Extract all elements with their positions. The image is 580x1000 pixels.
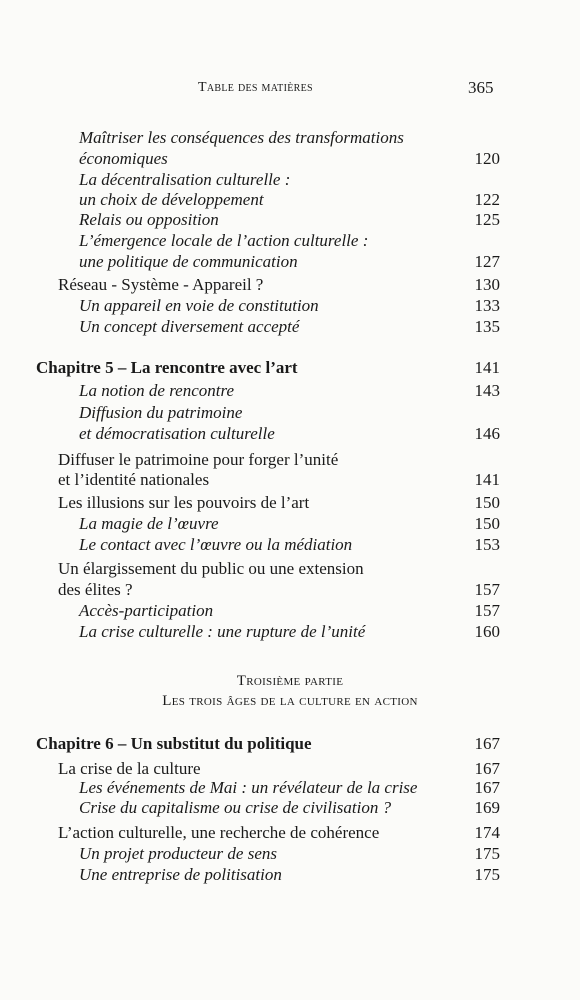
running-head <box>0 80 580 102</box>
toc-entry-title: Les événements de Mai : un révélateur de la crise <box>79 778 418 797</box>
toc-entry-page: 157 <box>474 580 500 599</box>
toc-entry-page: 141 <box>474 358 500 377</box>
toc-entry-page: 133 <box>474 296 500 315</box>
toc-entry-title: Accès-participation <box>79 601 214 620</box>
toc-entry-title: La crise de la culture <box>58 759 201 778</box>
chapter-title: Chapitre 6 – Un substitut du politique <box>36 734 312 753</box>
toc-entry-title: Une entreprise de politisation <box>79 865 282 884</box>
toc-entry <box>0 822 580 844</box>
toc-entry-page: 153 <box>474 535 500 554</box>
toc-entry <box>0 797 580 819</box>
toc-entry-page: 141 <box>474 470 500 489</box>
toc-entry <box>0 513 580 535</box>
toc-entry-page: 167 <box>474 778 500 797</box>
toc-entry-page: 150 <box>474 493 500 512</box>
toc-entry <box>0 621 580 643</box>
toc-entry-title: une politique de communication <box>79 252 298 271</box>
chapter-title: Chapitre 5 – La rencontre avec l’art <box>36 358 298 377</box>
toc-entry <box>0 189 580 211</box>
toc-entry-page: 120 <box>474 149 500 168</box>
toc-entry-title: La notion de rencontre <box>79 381 235 400</box>
toc-entry-page: 169 <box>474 798 500 817</box>
toc-entry <box>0 449 580 471</box>
toc-entry-page: 150 <box>474 514 500 533</box>
toc-entry-page: 167 <box>474 734 500 753</box>
toc-entry-title: Relais ou opposition <box>79 210 219 229</box>
toc-entry-title: La décentralisation culturelle : <box>79 170 291 189</box>
toc-entry-title: et démocratisation culturelle <box>79 424 275 443</box>
toc-entry <box>0 148 580 170</box>
toc-entry-page: 130 <box>474 275 500 294</box>
toc-entry-page: 143 <box>474 381 500 400</box>
toc-entry-title: Crise du capitalisme ou crise de civilisation ? <box>79 798 392 817</box>
toc-entry <box>0 558 580 580</box>
toc-entry-page: 127 <box>474 252 500 271</box>
part-title: Les trois âges de la culture en action <box>162 693 418 709</box>
toc-entry-page: 160 <box>474 622 500 641</box>
toc-entry-page: 175 <box>474 844 500 863</box>
toc-entry-page: 157 <box>474 601 500 620</box>
part-label: Troisième partie <box>236 673 344 689</box>
toc-entry-title: et l’identité nationales <box>58 470 210 489</box>
toc-entry-title: Diffuser le patrimoine pour forger l’unité <box>58 450 339 469</box>
toc-entry <box>0 579 580 601</box>
toc-entry-title: un choix de développement <box>79 190 264 209</box>
toc-entry-title: économiques <box>79 149 168 168</box>
toc-entry <box>0 600 580 622</box>
toc-entry <box>0 777 580 799</box>
toc-entry <box>0 534 580 556</box>
toc-entry-title: Les illusions sur les pouvoirs de l’art <box>58 493 310 512</box>
page-number: 365 <box>468 78 494 97</box>
toc-entry-title: Le contact avec l’œuvre ou la médiation <box>79 535 353 554</box>
toc-entry-title: Un élargissement du public ou une extension <box>58 559 364 578</box>
chapter-heading <box>0 733 580 755</box>
toc-entry-title: L’émergence locale de l’action culturelle : <box>79 231 369 250</box>
toc-entry-title: Maîtriser les conséquences des transformations <box>79 128 404 147</box>
toc-entry-page: 125 <box>474 210 500 229</box>
toc-entry-title: Réseau - Système - Appareil ? <box>58 275 264 294</box>
toc-entry-title: La magie de l’œuvre <box>79 514 219 533</box>
toc-entry <box>0 402 580 424</box>
toc-entry <box>0 209 580 231</box>
toc-entry <box>0 492 580 514</box>
toc-entry <box>0 380 580 402</box>
toc-entry-page: 174 <box>474 823 500 842</box>
toc-entry-title: Un concept diversement accepté <box>79 317 300 336</box>
toc-entry-page: 122 <box>474 190 500 209</box>
toc-entry-title: Diffusion du patrimoine <box>79 403 243 422</box>
toc-entry-title: L’action culturelle, une recherche de cohérence <box>58 823 380 842</box>
running-head-title: Table des matières <box>198 80 313 95</box>
toc-entry-title: Un appareil en voie de constitution <box>79 296 319 315</box>
chapter-heading <box>0 357 580 379</box>
toc-entry <box>0 843 580 865</box>
toc-entry <box>0 864 580 886</box>
toc-entry <box>0 127 580 149</box>
toc-entry <box>0 169 580 191</box>
toc-entry-title: La crise culturelle : une rupture de l’unité <box>79 622 366 641</box>
toc-entry <box>0 274 580 296</box>
toc-entry <box>0 469 580 491</box>
toc-entry-page: 146 <box>474 424 500 443</box>
toc-entry-title: Un projet producteur de sens <box>79 844 277 863</box>
toc-entry-page: 175 <box>474 865 500 884</box>
toc-entry-title: des élites ? <box>58 580 133 599</box>
toc-entry <box>0 251 580 273</box>
toc-entry <box>0 423 580 445</box>
toc-entry-page: 167 <box>474 759 500 778</box>
toc-entry <box>0 295 580 317</box>
toc-entry <box>0 316 580 338</box>
toc-entry-page: 135 <box>474 317 500 336</box>
toc-entry <box>0 230 580 252</box>
